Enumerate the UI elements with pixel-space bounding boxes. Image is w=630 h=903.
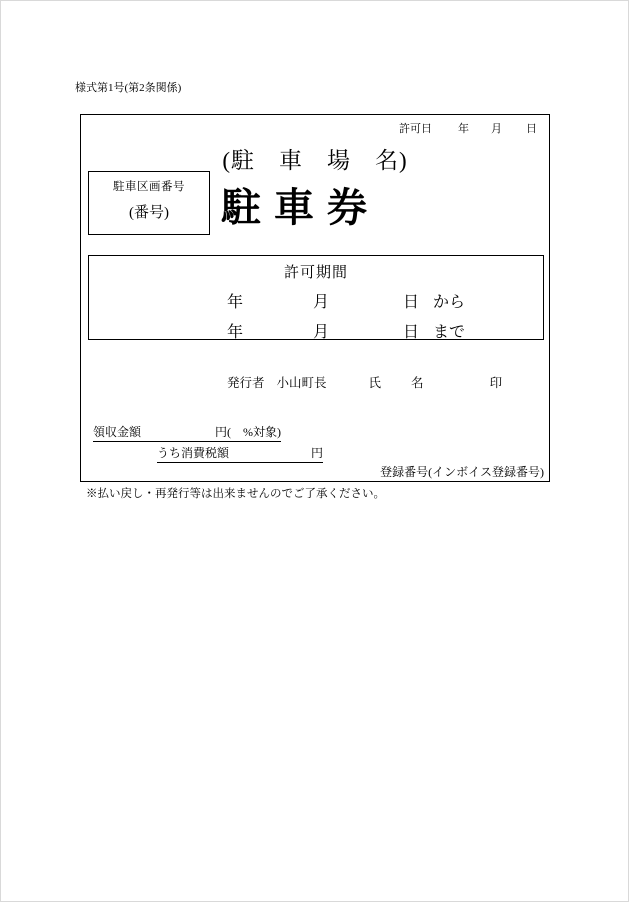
form-number: 様式第1号(第2条関係)	[75, 82, 182, 94]
tax-row	[157, 444, 323, 463]
issuer-label: 発行者	[227, 376, 265, 390]
issuer-givenname-label: 名	[411, 376, 424, 390]
period-to-year: 年	[227, 324, 244, 341]
footnote: ※払い戻し・再発行等は出来ませんのでご了承ください。	[86, 488, 385, 500]
ticket-title: 駐車券	[221, 185, 380, 230]
amount-unit: 円( %対象)	[215, 423, 281, 442]
period-from-year: 年	[227, 294, 244, 311]
period-from-month: 月	[313, 294, 330, 311]
period-to-month: 月	[313, 324, 330, 341]
tax-label: うち消費税額	[157, 444, 311, 463]
invoice-register-number: 登録番号(インボイス登録番号)	[380, 465, 544, 479]
parking-space-number-label: 駐車区画番号	[113, 181, 185, 193]
seal-label: 印	[489, 376, 503, 390]
tax-unit: 円	[311, 444, 323, 463]
permit-date-label: 許可日	[399, 123, 432, 135]
parking-lot-name: (駐 車 場 名)	[222, 148, 408, 173]
permit-date-day: 日	[526, 123, 537, 135]
amount-row	[93, 423, 281, 442]
period-to-day: 日	[403, 324, 420, 341]
period-from-day: 日	[403, 294, 420, 311]
period-from-suffix: から	[433, 294, 466, 311]
period-row-from	[89, 289, 543, 312]
permit-date-year: 年	[458, 123, 469, 135]
permit-date-month: 月	[491, 123, 502, 135]
issuer-surname-label: 氏	[368, 376, 382, 390]
parking-ticket-frame	[80, 114, 550, 482]
amount-label: 領収金額	[93, 423, 215, 442]
period-to-suffix: まで	[433, 324, 466, 341]
issuer-row	[81, 373, 549, 391]
permit-date-row	[399, 120, 539, 136]
parking-space-number-box	[88, 171, 210, 235]
permission-period-label: 許可期間	[283, 265, 348, 281]
issuer-name: 小山町長	[276, 376, 327, 390]
parking-space-number-value: (番号)	[129, 205, 169, 221]
permission-period-box	[88, 255, 544, 340]
period-row-to	[89, 319, 543, 342]
